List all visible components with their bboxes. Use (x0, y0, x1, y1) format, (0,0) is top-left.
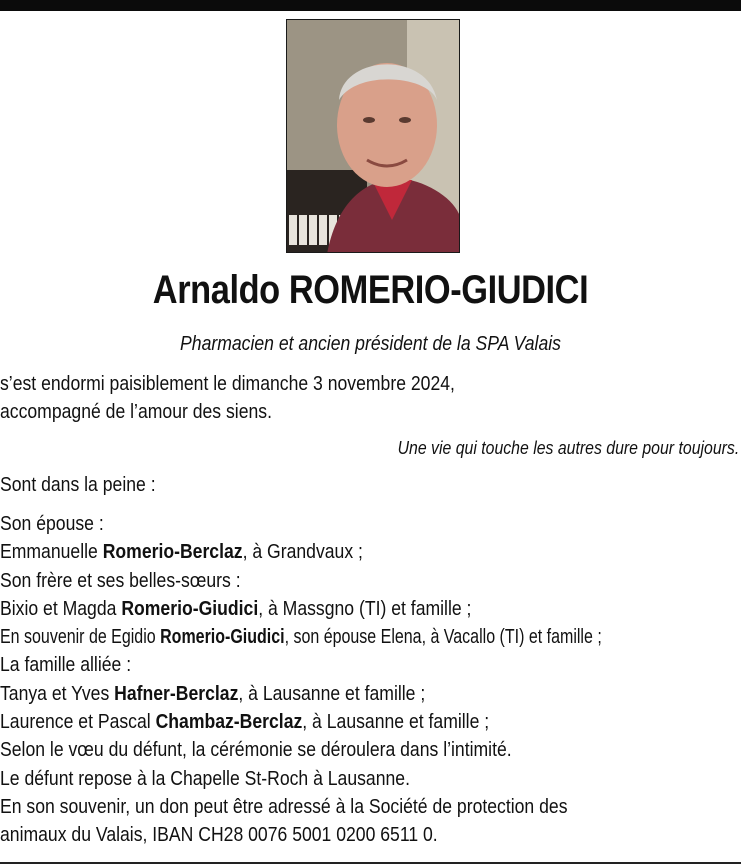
portrait-photo (286, 19, 460, 253)
intro-paragraph (0, 370, 741, 426)
family-list (0, 510, 741, 850)
memorial-quote: Une vie qui touche les autres dure pour toujours. (397, 438, 739, 458)
bottom-rule (0, 862, 741, 864)
family-entry: Laurence et Pascal Chambaz-Berclaz, à Lausanne et famille ; (0, 711, 490, 734)
donation-note: En son souvenir, un don peut être adressé à la Société de protection des (0, 795, 568, 818)
surname: Hafner-Berclaz (114, 682, 239, 705)
ceremony-note: Selon le vœu du défunt, la cérémonie se déroulera dans l’intimité. (0, 739, 512, 762)
siblings-heading: Son frère et ses belles-sœurs : (0, 569, 241, 592)
surname: Romerio-Giudici (121, 597, 259, 620)
family-entry: En souvenir de Egidio Romerio-Giudici, son épouse Elena, à Vacallo (TI) et famille ; (0, 626, 602, 649)
family-entry: Emmanuelle Romerio-Berclaz, à Grandvaux ; (0, 541, 363, 564)
surname: Romerio-Berclaz (102, 541, 243, 564)
donation-note: animaux du Valais, IBAN CH28 0076 5001 0200 6511 0. (0, 824, 438, 847)
surname: Chambaz-Berclaz (155, 711, 303, 734)
chapel-note: Le défunt repose à la Chapelle St-Roch à Lausanne. (0, 767, 410, 790)
surname: Romerio-Giudici (160, 626, 285, 649)
intro-line: accompagné de l’amour des siens. (0, 401, 272, 423)
allied-heading: La famille alliée : (0, 654, 132, 677)
family-entry: Tanya et Yves Hafner-Berclaz, à Lausanne et famille ; (0, 682, 426, 705)
top-rule (0, 0, 741, 11)
spouse-heading: Son épouse : (0, 513, 104, 535)
intro-line: s’est endormi paisiblement le dimanche 3 novembre 2024, (0, 373, 455, 395)
family-entry: Bixio et Magda Romerio-Giudici, à Massgno (TI) et famille ; (0, 597, 472, 620)
deceased-title: Pharmacien et ancien président de la SPA Valais (180, 333, 561, 355)
mourners-heading: Sont dans la peine : (0, 474, 156, 496)
deceased-name: Arnaldo ROMERIO-GIUDICI (152, 268, 589, 312)
